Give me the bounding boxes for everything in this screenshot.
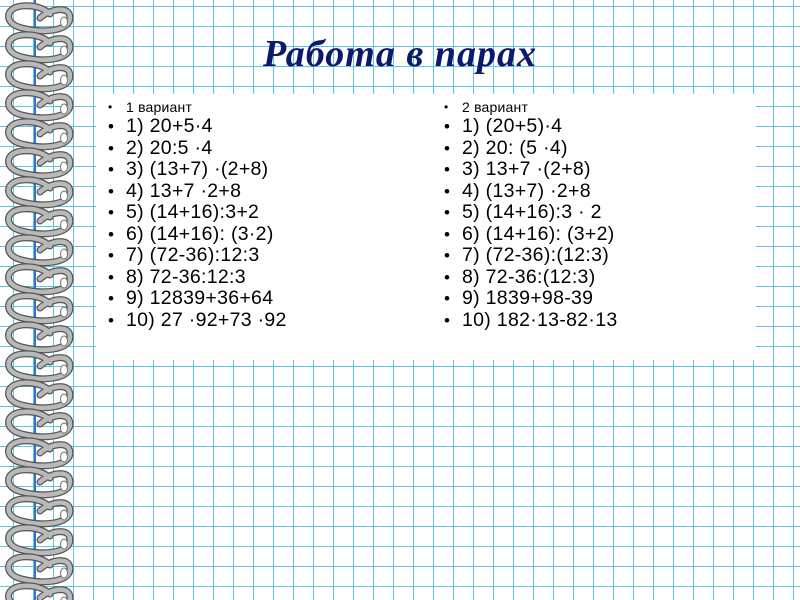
variant-1-column [106,98,287,331]
list-item: • 8) 72-36:(12:3) [442,267,618,289]
spiral-ring [9,383,71,408]
spiral-binding-icon [0,0,80,600]
list-item: • 3) 13+7 ·(2+8) [442,159,618,181]
spiral-ring [9,557,71,582]
spiral-ring [9,122,71,147]
spiral-ring [9,6,71,31]
spiral-ring [9,354,71,379]
list-item: • 3) (13+7) ·(2+8) [106,159,287,181]
spiral-ring [9,209,71,234]
list-item: • 5) (14+16):3 · 2 [442,202,618,224]
spiral-ring [9,470,71,495]
variant-2-column [442,98,618,331]
spiral-ring [9,180,71,205]
variant-1-heading: • 1 вариант [106,98,287,116]
variant-2-heading: • 2 вариант [442,98,618,116]
spiral-ring [9,296,71,321]
list-item: • 7) (72-36):12:3 [106,245,287,267]
variant-2-list [442,98,618,331]
list-item: • 4) 13+7 ·2+8 [106,181,287,203]
spiral-ring [9,325,71,350]
spiral-ring [9,586,71,600]
list-item: • 9) 1839+98-39 [442,288,618,310]
list-item: • 2) 20:5 ·4 [106,138,287,160]
list-item: • 1) (20+5)·4 [442,116,618,138]
spiral-ring [9,528,71,553]
spiral-ring [9,499,71,524]
spiral-ring [9,151,71,176]
variant-1-list [106,98,287,331]
spiral-ring [9,93,71,118]
spiral-ring [9,441,71,466]
list-item: • 10) 182·13-82·13 [442,310,618,332]
spiral-ring [9,412,71,437]
list-item: • 4) (13+7) ·2+8 [442,181,618,203]
list-item: • 8) 72-36:12:3 [106,267,287,289]
list-item: • 6) (14+16): (3+2) [442,224,618,246]
list-item: • 1) 20+5·4 [106,116,287,138]
list-item: • 6) (14+16): (3·2) [106,224,287,246]
page-title [0,32,800,76]
spiral-ring [9,238,71,263]
exercise-card [96,94,756,360]
list-item: • 2) 20: (5 ·4) [442,138,618,160]
list-item: • 9) 12839+36+64 [106,288,287,310]
page-title-text: Работа в парах [263,33,537,75]
list-item: • 10) 27 ·92+73 ·92 [106,310,287,332]
list-item: • 5) (14+16):3+2 [106,202,287,224]
spiral-ring [9,267,71,292]
list-item: • 7) (72-36):(12:3) [442,245,618,267]
